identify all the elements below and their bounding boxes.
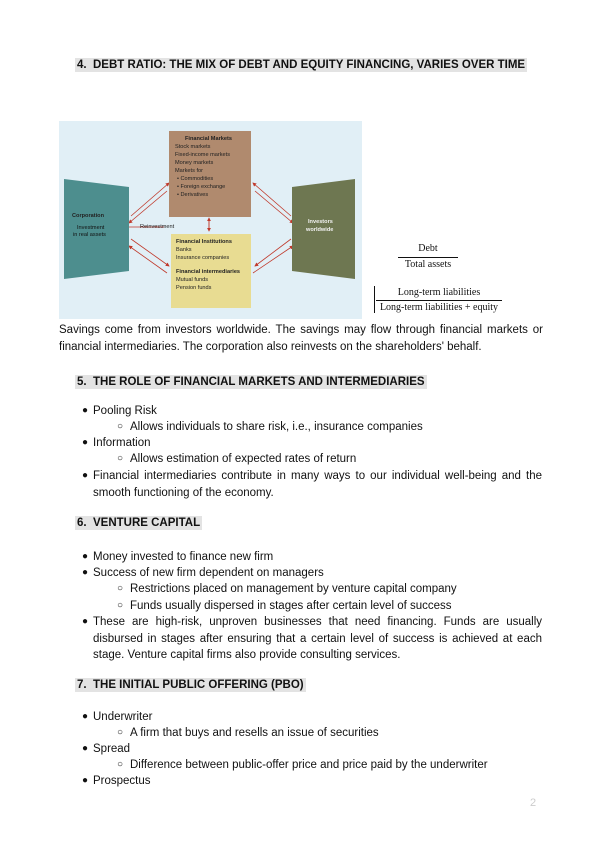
section-heading-role: 5. THE ROLE OF FINANCIAL MARKETS AND INTERMEDIARIES — [77, 376, 425, 388]
corporation-title: Corporation — [72, 213, 105, 219]
list-item: Money invested to finance new firm — [93, 551, 274, 563]
formula-numerator: Long-term liabilities — [397, 287, 481, 298]
investors-line: Investors — [308, 219, 333, 225]
financial-flow-diagram — [59, 121, 362, 319]
list-item: Spread — [93, 743, 131, 755]
intermediaries-title: Financial Institutions — [176, 239, 232, 245]
list-item: Allows estimation of expected rates of return — [130, 453, 357, 465]
markets-item: Markets for — [175, 168, 203, 174]
fraction-bar — [398, 257, 458, 258]
section-heading-ipo: 7. THE INITIAL PUBLIC OFFERING (PBO) — [77, 679, 304, 691]
markets-title: Financial Markets — [185, 136, 232, 142]
list-item: Prospectus — [93, 775, 151, 787]
intermediaries-item: Mutual funds — [176, 277, 209, 283]
list-item: These are high-risk, unproven businesses that need financing. Funds are usually disbursed in stages after ensuring that a certain level of success is achieved at each stage. Venture capital firms also provide consulting services. — [93, 616, 542, 661]
list-item: Underwriter — [93, 711, 153, 723]
list-item: Information — [93, 437, 151, 449]
section-heading-debt-ratio: 4. DEBT RATIO: THE MIX OF DEBT AND EQUITY FINANCING, VARIES OVER TIME — [77, 59, 526, 71]
bullet: ● — [81, 616, 89, 627]
intermediaries-item: Pension funds — [176, 285, 212, 291]
bullet: ● — [81, 711, 89, 722]
intermediaries-title-2: Financial intermediaries — [176, 269, 241, 275]
list-item: Pooling Risk — [93, 405, 157, 417]
markets-item: • Commodities — [177, 176, 214, 182]
fraction-bar — [376, 300, 502, 301]
list-item: A firm that buys and resells an issue of securities — [130, 727, 379, 739]
intermediaries-item: Banks — [176, 247, 192, 253]
section-heading-venture: 6. VENTURE CAPITAL — [77, 517, 201, 529]
page-number: 2 — [530, 797, 537, 809]
formula-denominator: Long-term liabilities + equity — [379, 302, 499, 313]
bullet: ● — [81, 551, 89, 562]
list-item: Allows individuals to share risk, i.e., insurance companies — [130, 421, 423, 433]
sub-bullet: ○ — [116, 759, 124, 770]
savings-paragraph: Savings come from investors worldwide. The savings may flow through financial markets or financial intermediaries. The corporation also reinvests on the shareholders' behalf. — [59, 324, 543, 353]
sub-bullet: ○ — [116, 727, 124, 738]
investors-line: worldwide — [306, 227, 334, 233]
sub-bullet: ○ — [116, 600, 124, 611]
bullet: ● — [81, 775, 89, 786]
formula-denominator: Total assets — [404, 259, 452, 270]
bullet: ● — [81, 437, 89, 448]
sub-bullet: ○ — [116, 421, 124, 432]
list-item: Success of new firm dependent on managers — [93, 567, 324, 579]
bullet: ● — [81, 405, 89, 416]
markets-item: Stock markets — [175, 144, 211, 150]
markets-item: • Derivatives — [177, 192, 209, 198]
intermediaries-item: Insurance companies — [176, 255, 230, 261]
corporation-line: Investment — [77, 225, 105, 231]
corporation-line: in real assets — [73, 232, 106, 238]
list-item: Restrictions placed on management by venture capital company — [130, 583, 457, 595]
formula-numerator: Debt — [418, 243, 438, 254]
sub-bullet: ○ — [116, 453, 124, 464]
bullet: ● — [81, 743, 89, 754]
bullet: ● — [81, 470, 89, 481]
markets-item: Fixed-income markets — [175, 152, 231, 158]
list-item: Financial intermediaries contribute in many ways to our individual well-being and the smooth functioning of the economy. — [93, 470, 542, 499]
bullet: ● — [81, 567, 89, 578]
sub-bullet: ○ — [116, 583, 124, 594]
markets-item: • Foreign exchange — [177, 184, 226, 190]
markets-item: Money markets — [175, 160, 214, 166]
reinvestment-label: Reinvestment — [140, 224, 175, 230]
list-item: Difference between public-offer price and price paid by the underwriter — [130, 759, 488, 771]
list-item: Funds usually dispersed in stages after certain level of success — [130, 600, 452, 612]
